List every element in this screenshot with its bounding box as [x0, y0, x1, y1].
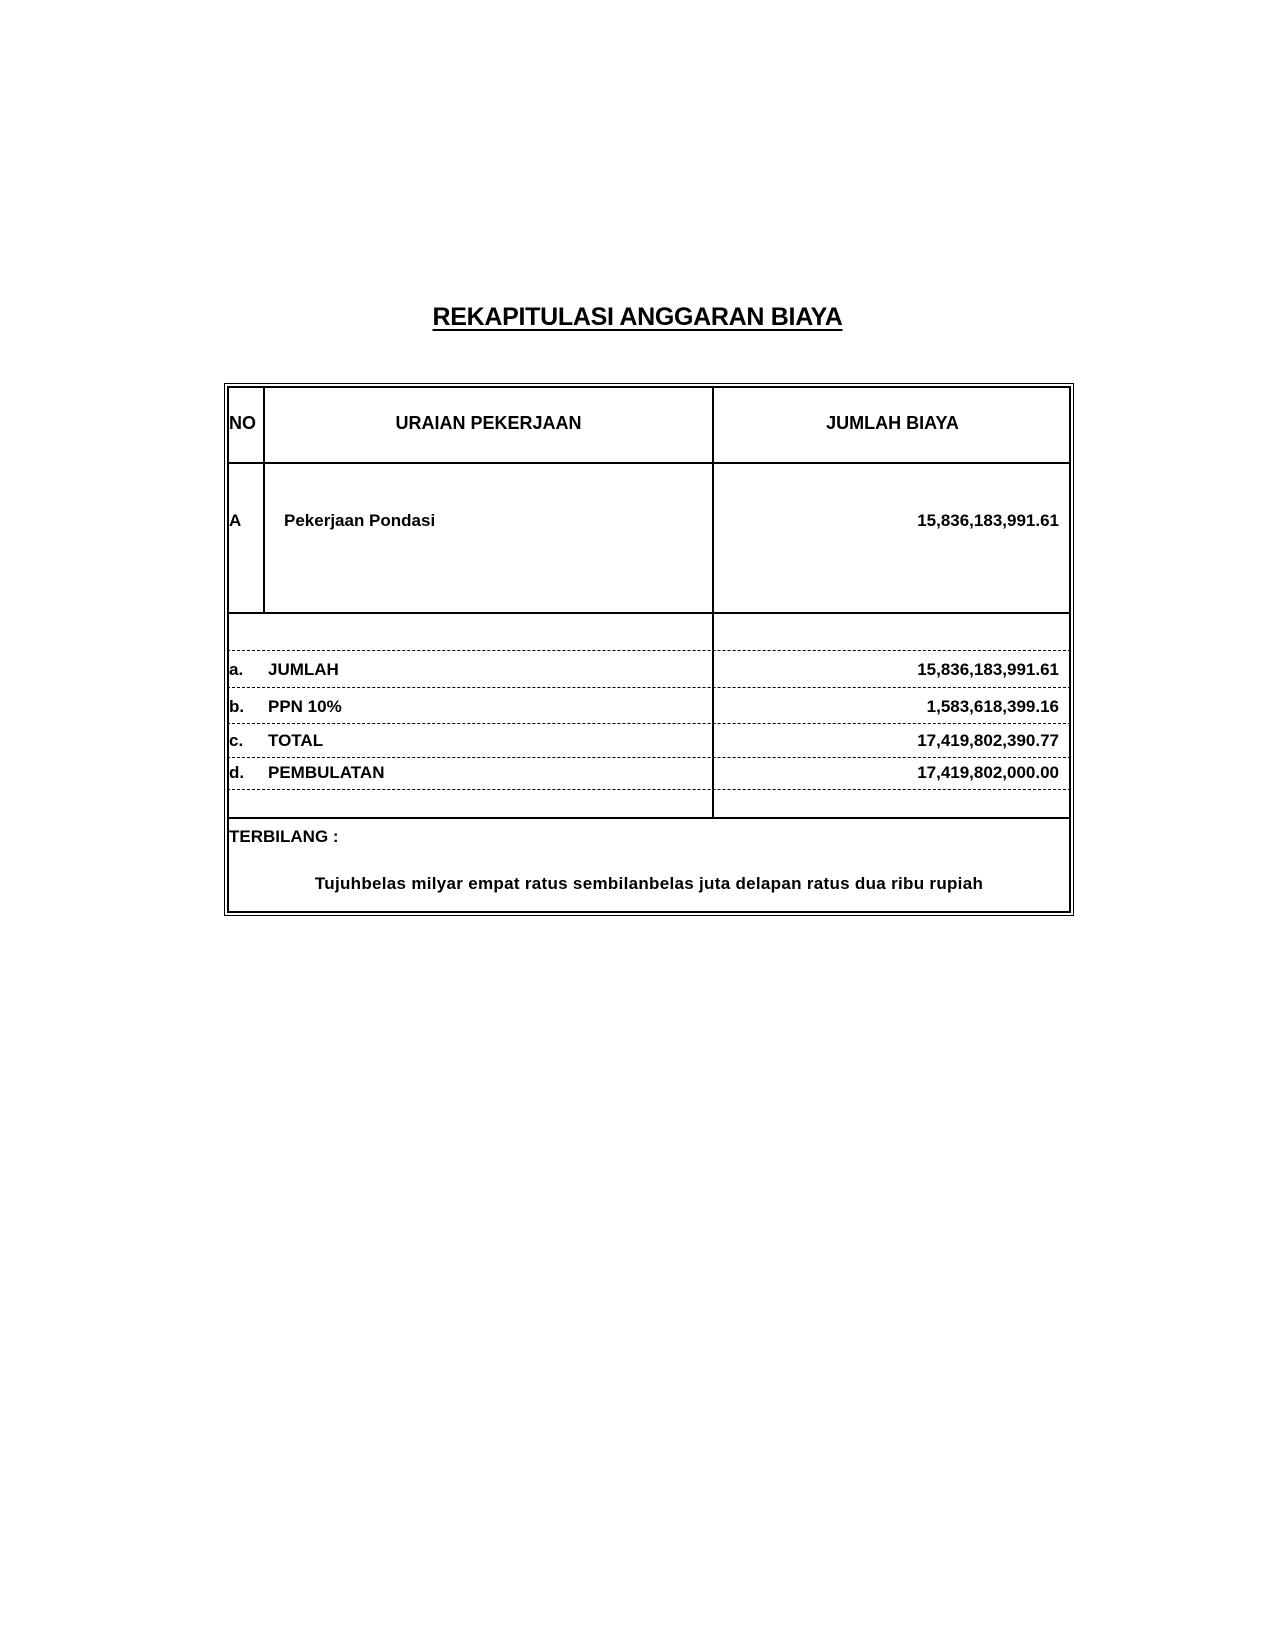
row-divider: [227, 723, 1071, 724]
summary-value-ppn: 1,583,618,399.16: [926, 697, 1059, 716]
item-description: Pekerjaan Pondasi: [284, 511, 436, 530]
header-jumlah: JUMLAH BIAYA: [826, 413, 959, 433]
summary-label-jumlah: JUMLAH: [268, 660, 339, 679]
summary-no-c: c.: [229, 731, 244, 750]
terbilang-label: TERBILANG :: [229, 827, 339, 846]
summary-no-a: a.: [229, 660, 244, 679]
header-divider: [227, 462, 1071, 464]
row-divider: [227, 687, 1071, 688]
column-divider-amount: [712, 386, 714, 818]
header-uraian: URAIAN PEKERJAAN: [395, 413, 582, 433]
terbilang-text: Tujuhbelas milyar empat ratus sembilanbelas juta delapan ratus dua ribu rupiah: [314, 874, 984, 893]
summary-value-jumlah: 15,836,183,991.61: [917, 660, 1059, 679]
summary-no-b: b.: [229, 697, 245, 716]
item-no: A: [229, 511, 242, 530]
summary-divider: [227, 817, 1071, 819]
summary-no-d: d.: [229, 763, 245, 782]
summary-label-pembulatan: PEMBULATAN: [268, 763, 385, 782]
row-divider: [227, 789, 1071, 790]
row-divider: [227, 757, 1071, 758]
page-title: REKAPITULASI ANGGARAN BIAYA: [432, 303, 843, 331]
summary-value-pembulatan: 17,419,802,000.00: [917, 763, 1059, 782]
summary-label-ppn: PPN 10%: [268, 697, 342, 716]
summary-value-total: 17,419,802,390.77: [917, 731, 1059, 750]
header-no: NO: [229, 413, 256, 433]
summary-label-total: TOTAL: [268, 731, 324, 750]
items-divider: [227, 612, 1071, 614]
row-divider: [227, 650, 1071, 651]
item-amount: 15,836,183,991.61: [917, 511, 1059, 530]
